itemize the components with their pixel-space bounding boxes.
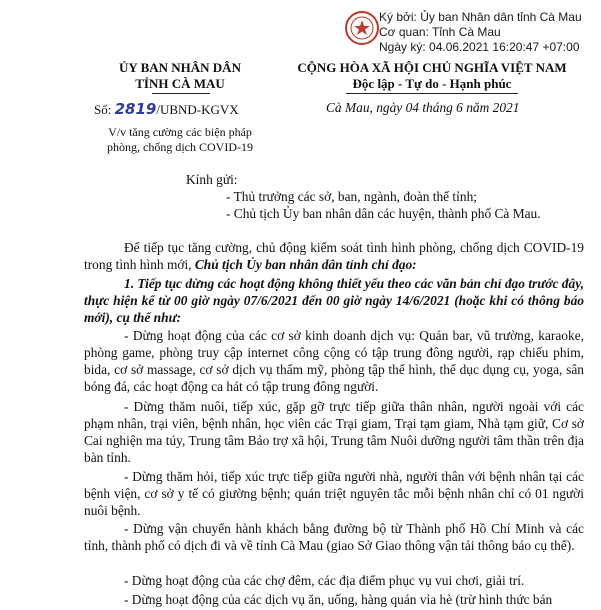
recipient-1: - Thủ trưởng các sở, ban, ngành, đoàn thể tỉnh; bbox=[226, 189, 477, 204]
intro-text: Để tiếp tục tăng cường, chủ động kiểm soát tình hình phòng, chống dịch COVID-19 trong tình hình mới, bbox=[84, 240, 584, 272]
issuer-name-line2: TỈNH CÀ MAU bbox=[135, 76, 225, 91]
recipient-2: - Chủ tịch Ủy ban nhân dân các huyện, thành phố Cà Mau. bbox=[226, 206, 541, 221]
paragraph-night-markets: - Dừng hoạt động của các chợ đêm, các địa điểm phục vụ vui chơi, giải trí. bbox=[124, 573, 525, 588]
signature-signer: Ký bởi: Ủy ban Nhân dân tỉnh Cà Mau bbox=[379, 10, 582, 24]
state-seal-icon bbox=[344, 10, 380, 46]
nation-name: CỘNG HÒA XÃ HỘI CHỦ NGHĨA VIỆT NAM bbox=[297, 60, 567, 75]
document-subject-line1: V/v tăng cường các biện pháp bbox=[108, 125, 252, 139]
directive-item-1: 1. Tiếp tục dừng các hoạt động không thiết yếu theo các văn bản chỉ đạo trước đây, thực hiện kể từ 00 giờ ngày 07/6/2021 đến 00 giờ ngày 14/6/2021 (hoặc khi có thông báo mới), cụ thể như: bbox=[84, 276, 584, 325]
paragraph-passenger-transport: - Dừng vận chuyển hành khách bằng đường bộ từ Thành phố Hồ Chí Minh và các tỉnh, thành phố có dịch đi và về tỉnh Cà Mau (giao Sở Giao thông vận tải thông báo cụ thể). bbox=[84, 521, 584, 553]
intro-paragraph bbox=[84, 239, 584, 273]
number-prefix: Số: bbox=[94, 102, 112, 117]
number-handwritten: 2819 bbox=[114, 100, 157, 118]
paragraph-food-services: - Dừng hoạt động của các dịch vụ ăn, uống, hàng quán vỉa hè (trừ hình thức bán bbox=[124, 592, 553, 607]
signature-agency: Cơ quan: Tỉnh Cà Mau bbox=[379, 25, 501, 39]
issuer-name-line1: ỦY BAN NHÂN DÂN bbox=[119, 60, 241, 75]
paragraph-hospital-visits: - Dừng thăm hỏi, tiếp xúc trực tiếp giữa người nhà, người thân với bệnh nhân tại các bệnh viện, cơ sở y tế có giường bệnh; quán triệt nguyên tắc mỗi bệnh nhân chỉ có 01 người nuôi bệnh. bbox=[84, 469, 584, 518]
document-subject-line2: phòng, chống dịch COVID-19 bbox=[107, 140, 253, 154]
intro-directive: Chủ tịch Ủy ban nhân dân tỉnh chỉ đạo: bbox=[194, 257, 417, 272]
nation-motto: Độc lập - Tự do - Hạnh phúc bbox=[352, 76, 512, 91]
issuer-underline bbox=[152, 93, 210, 94]
recipients-label: Kính gửi: bbox=[186, 172, 238, 187]
place-date: Cà Mau, ngày 04 tháng 6 năm 2021 bbox=[326, 100, 520, 115]
document-number bbox=[94, 100, 239, 118]
paragraph-business-services: - Dừng hoạt động của các cơ sở kinh doanh dịch vụ: Quán bar, vũ trường, karaoke, phòng game, phòng truy cập internet công cộng có tập trung đông người, rạp chiếu phim, bida, cơ sở massage, cơ sở dịch vụ thẩm mỹ, phòng tập thể hình, thể dục dụng cụ, yoga, sân bóng đá, các hoạt động ca hát có tập trung đông người. bbox=[84, 328, 584, 394]
signature-date: Ngày ký: 04.06.2021 16:20:47 +07:00 bbox=[379, 40, 580, 54]
motto-underline bbox=[346, 93, 518, 94]
number-suffix: /UBND-KGVX bbox=[156, 102, 239, 117]
paragraph-visiting-facilities: - Dừng thăm nuôi, tiếp xúc, gặp gỡ trực tiếp giữa thân nhân, người ngoài với các phạm nhân, trại viên, bệnh nhân, học viên các Trại giam, Trại tạm giam, Nhà tạm giữ, Cơ sở Cai nghiện ma túy, Trung tâm Bảo trợ xã hội, Trung tâm Nuôi dưỡng người tâm thần trên địa bàn tỉnh. bbox=[84, 399, 584, 465]
